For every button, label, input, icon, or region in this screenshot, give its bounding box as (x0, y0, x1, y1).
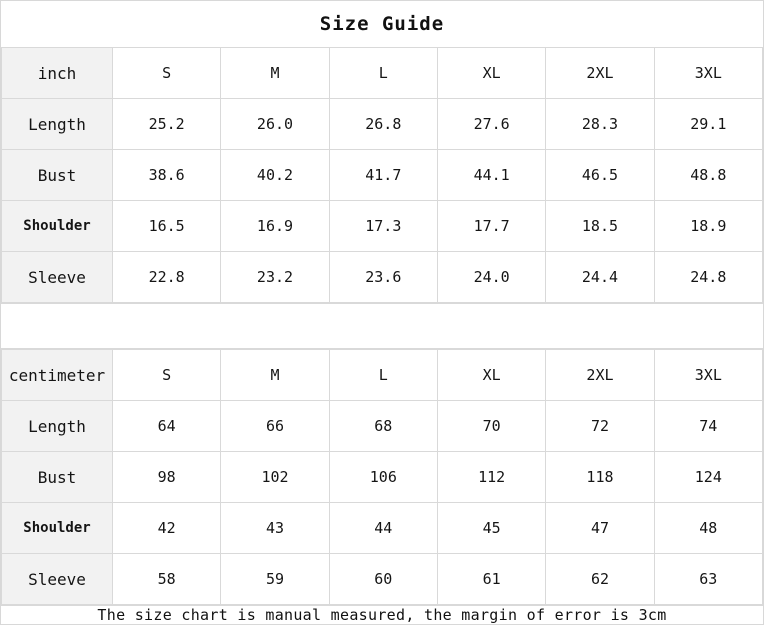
cell-shoulder-s: 42 (113, 503, 221, 554)
cell-length-3xl: 74 (654, 401, 762, 452)
page-title: Size Guide (319, 13, 445, 35)
cell-shoulder-2xl: 47 (546, 503, 654, 554)
table-row (2, 401, 763, 452)
size-header-m: M (221, 350, 329, 401)
cell-sleeve-m: 59 (221, 554, 329, 605)
size-header-3xl: 3XL (654, 350, 762, 401)
cell-bust-l: 106 (329, 452, 437, 503)
size-table-centimeter (1, 349, 763, 605)
cell-shoulder-l: 17.3 (329, 201, 437, 252)
cell-shoulder-m: 16.9 (221, 201, 329, 252)
table-row (2, 452, 763, 503)
cell-length-2xl: 72 (546, 401, 654, 452)
cell-bust-3xl: 48.8 (654, 150, 762, 201)
row-label-bust: Bust (2, 452, 113, 503)
row-label-shoulder: Shoulder (2, 503, 113, 554)
cell-length-s: 64 (113, 401, 221, 452)
table-separator (1, 303, 763, 349)
cell-sleeve-3xl: 63 (654, 554, 762, 605)
cell-shoulder-l: 44 (329, 503, 437, 554)
size-header-s: S (113, 350, 221, 401)
row-label-shoulder: Shoulder (2, 201, 113, 252)
cell-length-m: 26.0 (221, 99, 329, 150)
cell-shoulder-3xl: 48 (654, 503, 762, 554)
cell-length-2xl: 28.3 (546, 99, 654, 150)
table-row (2, 503, 763, 554)
table-header-row-centimeter (2, 350, 763, 401)
cell-length-l: 68 (329, 401, 437, 452)
cell-bust-xl: 44.1 (437, 150, 545, 201)
size-header-m: M (221, 48, 329, 99)
cell-length-3xl: 29.1 (654, 99, 762, 150)
table-header-row-inch (2, 48, 763, 99)
table-row (2, 252, 763, 303)
row-label-sleeve: Sleeve (2, 554, 113, 605)
row-label-length: Length (2, 401, 113, 452)
unit-label-inch: inch (2, 48, 113, 99)
size-header-s: S (113, 48, 221, 99)
size-header-2xl: 2XL (546, 350, 654, 401)
cell-sleeve-l: 60 (329, 554, 437, 605)
size-header-xl: XL (437, 350, 545, 401)
cell-length-xl: 27.6 (437, 99, 545, 150)
cell-length-m: 66 (221, 401, 329, 452)
size-table-inch (1, 47, 763, 303)
size-header-xl: XL (437, 48, 545, 99)
cell-sleeve-l: 23.6 (329, 252, 437, 303)
cell-bust-s: 38.6 (113, 150, 221, 201)
cell-sleeve-2xl: 24.4 (546, 252, 654, 303)
cell-bust-l: 41.7 (329, 150, 437, 201)
cell-length-s: 25.2 (113, 99, 221, 150)
size-header-l: L (329, 48, 437, 99)
row-label-sleeve: Sleeve (2, 252, 113, 303)
table-row (2, 99, 763, 150)
table-row (2, 150, 763, 201)
cell-bust-s: 98 (113, 452, 221, 503)
size-header-3xl: 3XL (654, 48, 762, 99)
cell-shoulder-xl: 45 (437, 503, 545, 554)
cell-bust-2xl: 118 (546, 452, 654, 503)
cell-sleeve-m: 23.2 (221, 252, 329, 303)
size-header-2xl: 2XL (546, 48, 654, 99)
cell-sleeve-s: 22.8 (113, 252, 221, 303)
cell-bust-3xl: 124 (654, 452, 762, 503)
row-label-length: Length (2, 99, 113, 150)
row-label-bust: Bust (2, 150, 113, 201)
footer-note: The size chart is manual measured, the margin of error is 3cm (1, 605, 763, 624)
cell-bust-xl: 112 (437, 452, 545, 503)
cell-bust-m: 102 (221, 452, 329, 503)
table-row (2, 201, 763, 252)
cell-shoulder-2xl: 18.5 (546, 201, 654, 252)
cell-length-l: 26.8 (329, 99, 437, 150)
cell-sleeve-2xl: 62 (546, 554, 654, 605)
cell-shoulder-3xl: 18.9 (654, 201, 762, 252)
cell-shoulder-m: 43 (221, 503, 329, 554)
cell-length-xl: 70 (437, 401, 545, 452)
size-header-l: L (329, 350, 437, 401)
cell-sleeve-3xl: 24.8 (654, 252, 762, 303)
cell-sleeve-xl: 61 (437, 554, 545, 605)
cell-bust-m: 40.2 (221, 150, 329, 201)
cell-sleeve-s: 58 (113, 554, 221, 605)
table-row (2, 554, 763, 605)
unit-label-centimeter: centimeter (2, 350, 113, 401)
cell-sleeve-xl: 24.0 (437, 252, 545, 303)
cell-shoulder-s: 16.5 (113, 201, 221, 252)
cell-shoulder-xl: 17.7 (437, 201, 545, 252)
cell-bust-2xl: 46.5 (546, 150, 654, 201)
